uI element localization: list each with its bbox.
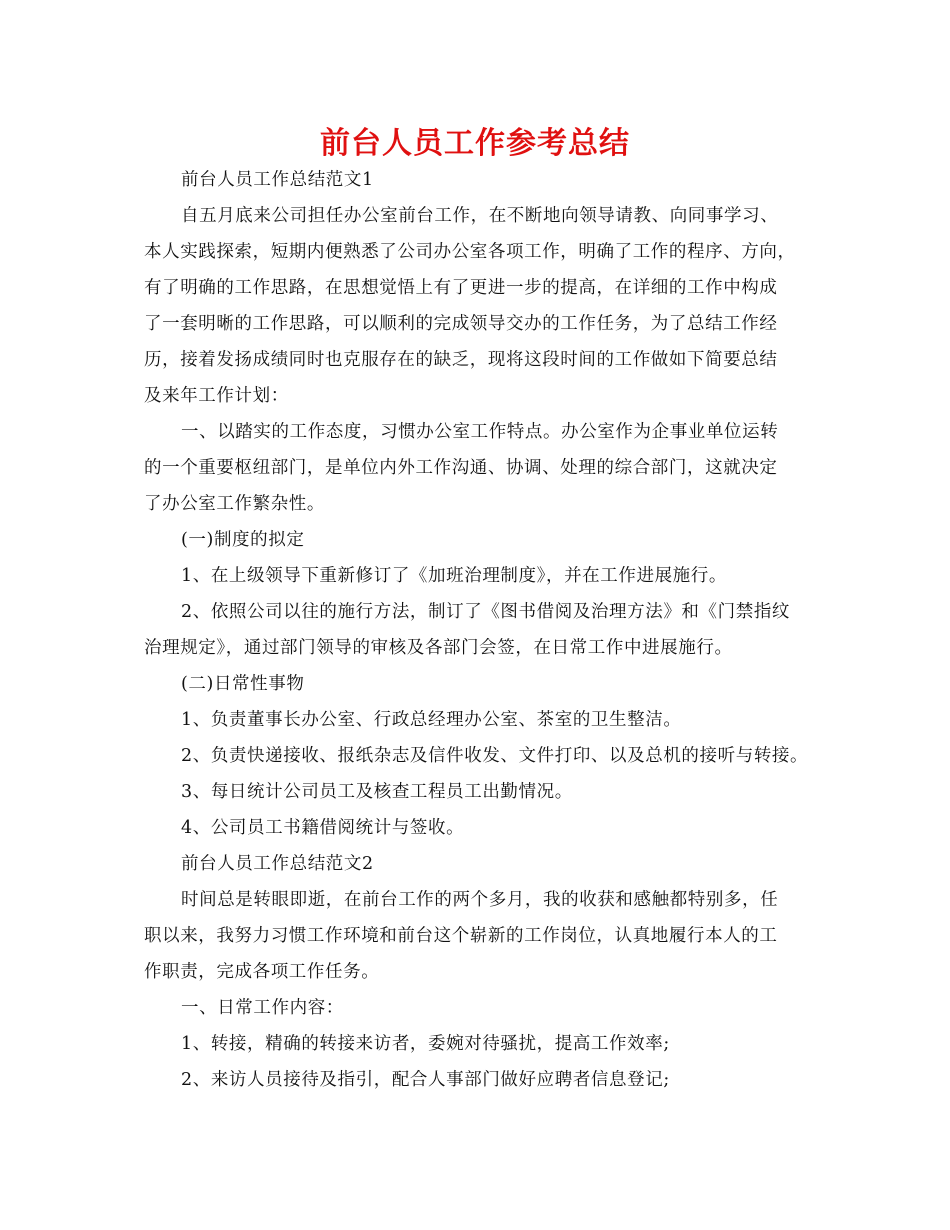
paragraph-line: 时间总是转眼即逝，在前台工作的两个多月，我的收获和感触都特别多，任 <box>181 890 779 910</box>
section-heading: 前台人员工作总结范文2 <box>181 854 374 874</box>
paragraph-line: 职以来，我努力习惯工作环境和前台这个崭新的工作岗位，认真地履行本人的工 <box>144 926 778 946</box>
paragraph-line: 作职责，完成各项工作任务。 <box>144 962 380 982</box>
list-item: 2、依照公司以往的施行方法，制订了《图书借阅及治理方法》和《门禁指纹 <box>181 602 791 622</box>
list-item: 2、负责快递接收、报纸杂志及信件收发、文件打印、以及总机的接听与转接。 <box>181 746 809 766</box>
list-item: 1、负责董事长办公室、行政总经理办公室、茶室的卫生整洁。 <box>181 710 682 730</box>
list-item: 4、公司员工书籍借阅统计与签收。 <box>181 818 465 838</box>
section-heading: 前台人员工作总结范文1 <box>181 170 374 190</box>
paragraph-line: 自五月底来公司担任办公室前台工作，在不断地向领导请教、向同事学习、 <box>181 206 779 226</box>
paragraph-line: 了办公室工作繁杂性。 <box>144 494 325 514</box>
list-item-continuation: 治理规定》，通过部门领导的审核及各部门会签，在日常工作中进展施行。 <box>144 638 733 658</box>
paragraph-line: 历，接着发扬成绩同时也克服存在的缺乏，现将这段时间的工作做如下简要总结 <box>144 350 778 370</box>
subheading: (二)日常性事物 <box>181 674 305 694</box>
paragraph-line: 本人实践探索，短期内便熟悉了公司办公室各项工作，明确了工作的程序、方向， <box>144 242 796 262</box>
list-item: 3、每日统计公司员工及核查工程员工出勤情况。 <box>181 782 573 802</box>
paragraph-line: 了一套明晰的工作思路，可以顺利的完成领导交办的工作任务，为了总结工作经 <box>144 314 778 334</box>
paragraph-line: 及来年工作计划： <box>144 386 289 406</box>
subheading: 一、日常工作内容： <box>181 998 344 1018</box>
list-item: 1、在上级领导下重新修订了《加班治理制度》，并在工作进展施行。 <box>181 566 727 586</box>
subheading: (一)制度的拟定 <box>181 530 305 550</box>
document-title: 前台人员工作参考总结 <box>320 126 630 161</box>
paragraph-line: 一、以踏实的工作态度，习惯办公室工作特点。办公室作为企事业单位运转 <box>181 422 779 442</box>
list-item: 2、来访人员接待及指引，配合人事部门做好应聘者信息登记; <box>181 1070 670 1090</box>
list-item: 1、转接，精确的转接来访者，委婉对待骚扰，提高工作效率; <box>181 1034 670 1054</box>
paragraph-line: 的一个重要枢纽部门，是单位内外工作沟通、协调、处理的综合部门，这就决定 <box>144 458 778 478</box>
paragraph-line: 有了明确的工作思路，在思想觉悟上有了更进一步的提高，在详细的工作中构成 <box>144 278 778 298</box>
